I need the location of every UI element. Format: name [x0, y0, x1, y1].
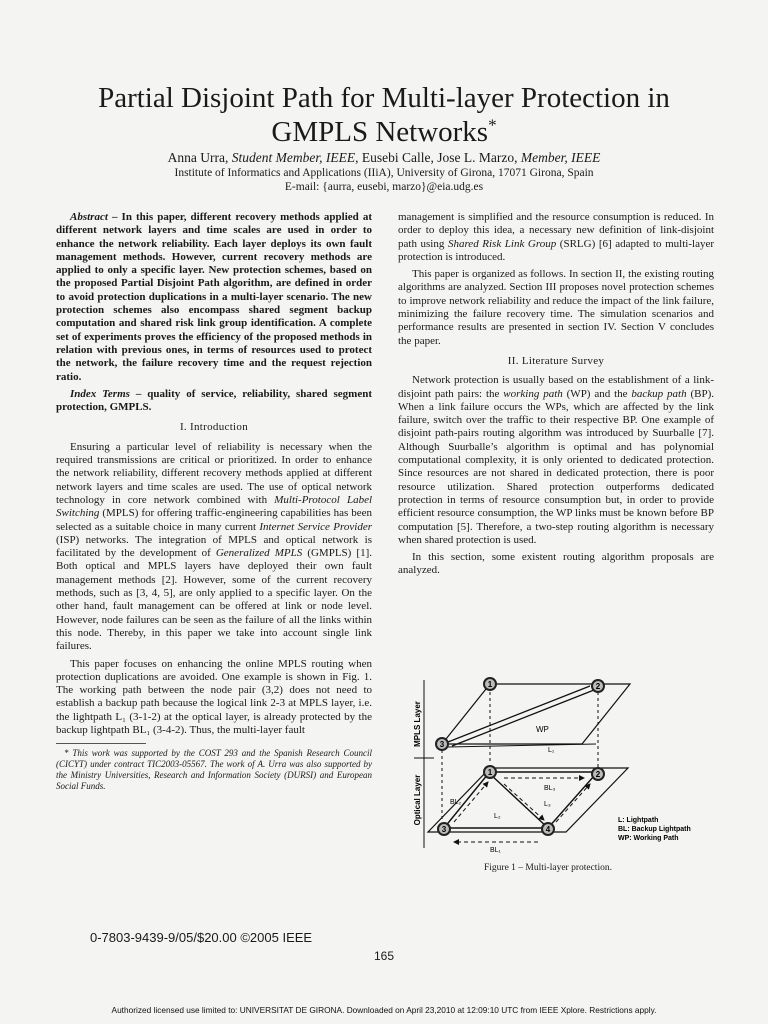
wp-label: WP	[536, 725, 549, 734]
svg-text:3: 3	[439, 740, 445, 749]
right-paragraph-1: management is simplified and the resource consumption is reduced. In order to deploy this idea, a necessary new definition of link-disjoint path using Shared Risk Link Group (SRLG) [6] adapted to multi-layer protection is introduced.	[398, 211, 715, 263]
footnote: * This work was supported by the COST 293 and the Spanish Research Council (CICYT) under contract TIC2003-05567. The work of A. Urra was also supported by the Ministry Universities, Research and Information Society (DURSI) and European Social Funds.	[56, 748, 372, 792]
svg-text:2: 2	[595, 682, 601, 691]
node-mpls-3	[435, 737, 449, 751]
mpls-layer-label: MPLS Layer	[413, 701, 422, 747]
literature-paragraph-1: Network protection is usually based on the establishment of a link-disjoint path pairs: the working path (WP) and the backup path (BP). When a link failure occurs the WPs, which are affected by the link failure, switch over the traffic to their respective BP. One example of disjoint path-pairs routing algorithm was introduced by Suurballe [7]. Although Suurballe’s algorithm is optimal and has polynomial computational complexity, it is only oriented to dedicated protection. Since resources are not shared in dedicated protection, there is poor resource utilization. Shared protection outperforms dedicated protection in terms of resource consumption but, in order to provide efficient resource consumption, the WP links must be known before BP computation [5]. Therefore, a two-step routing algorithm is necessary when shared protection is used.	[398, 374, 714, 546]
mpls-plane	[442, 684, 630, 744]
legend-lightpath: L: Lightpath	[618, 817, 659, 824]
page-number: 165	[374, 949, 395, 963]
index-terms-text: – quality of service, reliability, shared segment protection, GMPLS.	[56, 387, 372, 414]
l2-label: L₂	[494, 813, 501, 820]
backup-l2-line	[504, 784, 544, 820]
section-heading-introduction: I. Introduction	[179, 421, 249, 434]
abstract	[56, 211, 372, 384]
svg-text:4: 4	[545, 825, 551, 834]
author-list	[40, 150, 728, 166]
l1-label: L₁	[548, 747, 555, 754]
right-column	[398, 211, 714, 582]
bl1-label: BL₁	[490, 847, 501, 854]
working-path-line-2	[452, 690, 594, 746]
legend-working-path: WP: Working Path	[618, 835, 679, 842]
affiliation-text: Institute of Informatics and Applications (IIiA), University of Girona, 17071 Girona, Spain	[174, 167, 594, 179]
legend-backup-lightpath: BL: Backup Lightpath	[618, 826, 691, 833]
abstract-text: – In this paper, different recovery methods applied at different network layers and time scales are used in order to enhance the network reliability. Each layer deploys its own fault management methods. However, current recovery methods are applied to only a specific layer. New protection schemes, based on the proposed Partial Disjoint Path algorithm, are defined in order to avoid protection duplications in a multi-layer scenario. The new protection schemes also encompass shared segment backup computation and shared risk link group identification. A complete set of experiments proves the efficiency of the proposed methods in relation with previous ones, in terms of resources used to protect the network, the failure recovery time and the request rejection ratio.	[56, 211, 372, 383]
author-1-role: Student Member, IEEE	[231, 150, 356, 165]
backup-l3-line	[556, 784, 590, 822]
right-paragraph-2: This paper is organized as follows. In section II, the existing routing algorithms are analyzed. Section III proposes novel protection schemes to improve network reliability and reduce the impact of the link failure, minimizing the failure recovery time. The simulation scenarios and performance results are presented in section IV. Section V concludes the paper.	[398, 268, 714, 347]
section-heading-literature: II. Literature Survey	[507, 354, 605, 367]
left-column	[56, 211, 372, 792]
literature-paragraph-2: In this section, some existent routing algorithm proposals are analyzed.	[398, 551, 714, 577]
intro-paragraph-2: This paper focuses on enhancing the online MPLS routing when protection duplications are avoided. One example is shown in Fig. 1. The working path between the node pair (3,2) does not need to establish a backup path because the logical link 2-3 at MPLS layer, i.e. the lightpath L₁ (3-1-2) at the optical layer, is already protected by the backup lightpath BL₁ (3-4-2). Thus, the multi-layer fault	[56, 657, 372, 736]
svg-text:1: 1	[487, 768, 493, 777]
figure-caption: Figure 1 – Multi-layer protection.	[484, 863, 612, 873]
svg-text:3: 3	[441, 825, 447, 834]
node-mpls-1	[483, 677, 497, 691]
affiliation	[40, 166, 728, 194]
bl2-label: BL₂	[450, 799, 462, 806]
svg-text:2: 2	[595, 770, 601, 779]
node-optical-4	[541, 822, 555, 836]
abstract-label: Abstract	[70, 211, 108, 223]
intro-paragraph-1: Ensuring a particular level of reliability is necessary when the required transmissions are critical or prioritized. In order to enhance the network reliability, different recovery methods applied at different network layers and time scales are used. The use of optical network technology in core network combined with Multi-Protocol Label Switching (MPLS) for offering traffic-engineering capabilities has been selected as a suitable choice in many current Internet Service Provider (ISP) networks. The integration of MPLS and optical network is facilitated by the development of Generalized MPLS (GMPLS) [1]. Both optical and MPLS layers have deployed their own fault management methods [2]. However, some of the current recovery methods, such as [3, 4, 5], are only applied to a specific layer. On the other hand, fault management can be offered at link or node level. However, node failures can be seen as the failure of all the links within this node. Thereby, in this paper we take into account single link failures.	[56, 440, 373, 653]
node-mpls-2	[591, 679, 605, 693]
optical-layer-label: Optical Layer	[413, 774, 422, 826]
author-others: , Eusebi Calle, Jose L. Marzo,	[355, 150, 518, 165]
title-line2: GMPLS Networks	[271, 116, 489, 149]
copyright-line: 0-7803-9439-9/05/$20.00 ©2005 IEEE	[90, 930, 313, 945]
node-optical-1	[483, 765, 497, 779]
working-path-line	[448, 686, 590, 742]
bl3-label: BL₃	[544, 785, 556, 792]
author-others-role: Member, IEEE	[520, 150, 601, 165]
node-optical-3	[437, 822, 451, 836]
index-terms	[56, 388, 372, 415]
footnote-divider	[56, 743, 146, 744]
svg-text:1: 1	[487, 680, 493, 689]
paper-title	[40, 81, 728, 149]
license-notice: Authorized licensed use limited to: UNIVERSITAT DE GIRONA. Downloaded on April 23,2010 at 12:09:10 UTC from IEEE Xplore. Restrictions apply.	[111, 1005, 657, 1015]
l3-label: L₃	[544, 801, 551, 808]
link-4-2	[548, 776, 594, 828]
title-asterisk: *	[488, 115, 497, 135]
author-1: Anna Urra,	[167, 150, 229, 165]
title-line1: Partial Disjoint Path for Multi-layer Protection in	[98, 82, 670, 115]
node-optical-2	[591, 767, 605, 781]
index-terms-label: Index Terms	[70, 387, 130, 400]
email-line: E-mail: {aurra, eusebi, marzo}@eia.udg.es	[284, 181, 484, 193]
figure-multilayer-protection	[408, 672, 708, 860]
